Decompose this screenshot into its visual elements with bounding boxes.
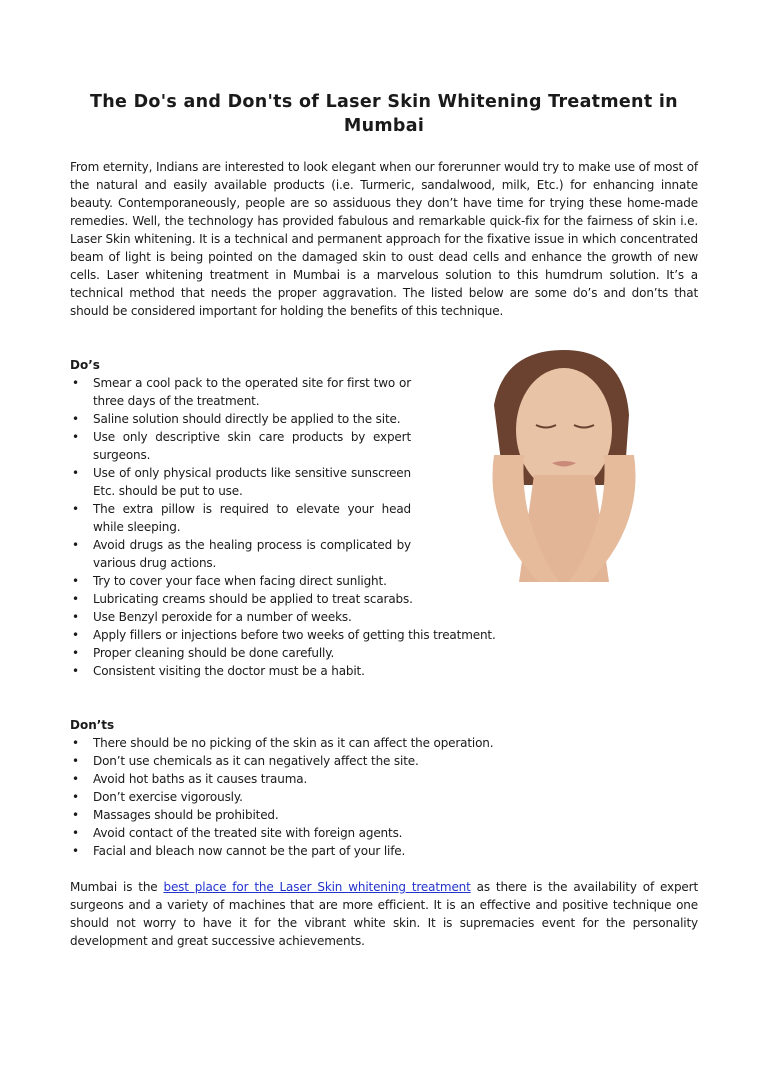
list-item: • Avoid hot baths as it causes trauma. — [70, 770, 698, 788]
list-item: • Use of only physical products like sensitive sunscreen Etc. should be put to use. — [70, 464, 411, 500]
donts-heading: Don’ts — [70, 718, 115, 732]
list-item: • Use Benzyl peroxide for a number of weeks. — [70, 608, 698, 626]
face-shape — [516, 368, 612, 492]
page-title: The Do's and Don'ts of Laser Skin Whitening Treatment in Mumbai — [90, 92, 678, 136]
list-item: • Proper cleaning should be done carefully. — [70, 644, 698, 662]
list-item: • Avoid drugs as the healing process is complicated by various drug actions. — [70, 536, 411, 572]
face-photo — [424, 345, 698, 582]
list-item: • Avoid contact of the treated site with foreign agents. — [70, 824, 698, 842]
closing-paragraph — [70, 878, 698, 950]
list-item: • Consistent visiting the doctor must be a habit. — [70, 662, 698, 680]
list-item: • Try to cover your face when facing direct sunlight. — [70, 572, 698, 590]
list-item: • Smear a cool pack to the operated site for first two or three days of the treatment. — [70, 374, 411, 410]
outro-text-after: as there is the availability of expert surgeons and a variety of machines that are more efficient. It is an effective and positive technique one should not worry to have it for the vibrant white skin. It is supremacies event for the personality development and great successive achievements. — [70, 880, 699, 948]
list-item: • Don’t exercise vigorously. — [70, 788, 698, 806]
list-item: • Lubricating creams should be applied to treat scarabs. — [70, 590, 698, 608]
list-item: • Use only descriptive skin care products by expert surgeons. — [70, 428, 411, 464]
dos-heading: Do’s — [70, 358, 100, 372]
intro-paragraph: From eternity, Indians are interested to look elegant when our forerunner would try to make use of most of the natural and easily available products (i.e. Turmeric, sandalwood, milk, Etc.) for enhancing innate beauty. Contemporaneously, people are so assiduous they don’t have time for trying these home-made remedies. Well, the technology has provided fabulous and remarkable quick-fix for the fairness of skin i.e. Laser Skin whitening. It is a technical and permanent approach for the fixative issue in which concentrated beam of light is being pointed on the damaged skin to oust dead cells and enhance the growth of new cells. Laser whitening treatment in Mumbai is a marvelous solution to this humdrum solution. It’s a technical method that needs the proper aggravation. The listed below are some do’s and don’ts that should be considered important for holding the benefits of this technique. — [70, 160, 698, 318]
list-item: • Facial and bleach now cannot be the part of your life. — [70, 842, 698, 860]
list-item: • Saline solution should directly be applied to the site. — [70, 410, 411, 428]
list-item: • Massages should be prohibited. — [70, 806, 698, 824]
list-item: • Apply fillers or injections before two weeks of getting this treatment. — [70, 626, 698, 644]
donts-section — [70, 716, 698, 860]
outro-text-before: Mumbai is the — [70, 880, 164, 894]
laser-treatment-link[interactable]: best place for the Laser Skin whitening treatment — [163, 880, 471, 894]
list-item: • Don’t use chemicals as it can negatively affect the site. — [70, 752, 698, 770]
list-item: • There should be no picking of the skin as it can affect the operation. — [70, 734, 698, 752]
list-item: • The extra pillow is required to elevate your head while sleeping. — [70, 500, 411, 536]
